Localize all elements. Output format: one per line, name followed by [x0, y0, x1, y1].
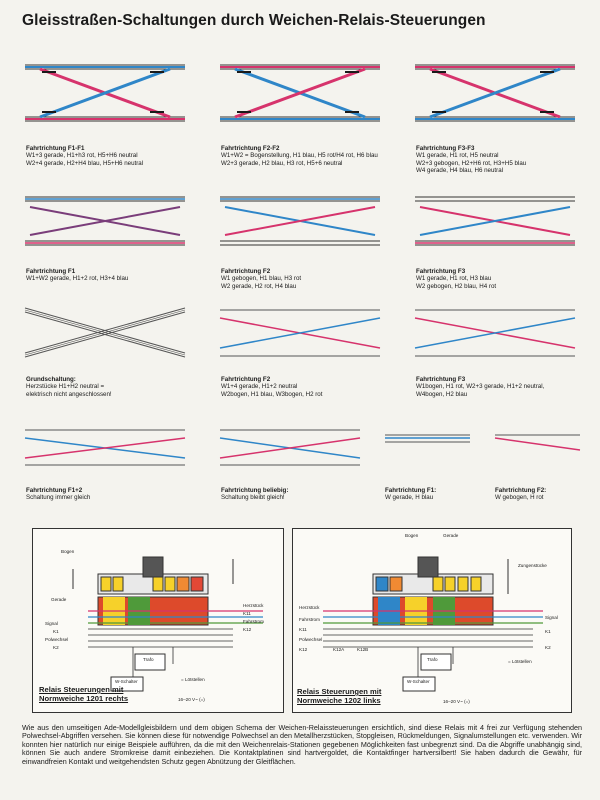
label-k1-left: K1 — [53, 629, 59, 634]
schematic-right-title: Relais Steuerungen mit Normweiche 1202 links — [297, 687, 382, 705]
body-paragraph: Wie aus den umseitigen Ade-Modellgleisbildern und dem obigen Schema der Weichen-Relaissteuerungen ersichtlich, sind diese Relais mit 4 frei zur Verfügung stehenden Polwechsel-Abgriffen versehen. Sie können diese für notwendige Polwechsel an den Metallherzstücken, Stopgleisen, Rückmeldungen, Signalumstellungen etc. verwenden. Wir konnten hier natürlich nur einige Beispiele aufführen, da die mit den Weichenrelais-Stationen gegebenen Möglichkeiten fast unbegrenzt sind. Da die Abgriffe unabhängig sind, können Sie auch andere Stromkreise damit einbeziehen. Die Kontaktplatinen sind hartvergoldet, die Kontaktfinger hartversilbert! Sie haben dadurch die Gewähr, für einwandfreien Kontakt und weitgehendsten Schutz gegen Abnützung der Gleitflächen. — [22, 723, 582, 766]
diagram-row4-4 — [490, 420, 585, 475]
schematic-left — [32, 528, 284, 713]
label-polwechsel-left: Polwechsel — [45, 637, 69, 642]
label-k12-right: K12 — [299, 647, 308, 652]
label-polwechsel-right: Polwechsel — [299, 637, 323, 642]
diagram-f2-f2 — [215, 55, 385, 140]
caption-row1-1: Fahrtrichtung F1-F1 W1+3 gerade, H1+h3 rot, H5+H6 neutral W2+4 gerade, H2+H4 blau, H5+H6 neutral — [26, 145, 144, 167]
label-wschalter-right: W-Schalter — [407, 679, 430, 684]
label-bogen-left: Bogen — [61, 549, 75, 554]
label-zungen-right: Zungenstücke — [518, 563, 547, 568]
caption-row2-2: Fahrtrichtung F2 W1 gebogen, H1 blau, H3 rot W2 gerade, H2 rot, H4 blau — [221, 268, 302, 290]
diagram-row2-f2 — [215, 185, 385, 260]
label-trafo-left: Trafo — [143, 657, 154, 662]
schematic-right — [292, 528, 572, 713]
caption-row4-2: Fahrtrichtung beliebig: Schaltung bleibt gleich! — [221, 487, 289, 502]
caption-row3-3: Fahrtrichtung F3 W1bogen, H1 rot, W2+3 gerade, H1+2 neutral, W4bogen, H2 blau — [416, 376, 545, 398]
label-loet-left: = Lötstellen — [181, 677, 205, 682]
caption-row2-1: Fahrtrichtung F1 W1+W2 gerade, H1+2 rot, H3+4 blau — [26, 268, 129, 283]
diagram-row2-f3 — [410, 185, 580, 260]
diagram-row3-f2 — [215, 298, 385, 368]
caption-row3-1: Grundschaltung: Herzstücke H1+H2 neutral = elektrisch nicht angeschlossen! — [26, 376, 112, 398]
label-k2-left: K2 — [53, 645, 59, 650]
schematic-left-title: Relais Steuerungen mit Normweiche 1201 rechts — [39, 685, 129, 703]
label-wschalter-left: W-Schalter — [115, 679, 138, 684]
caption-row1-2: Fahrtrichtung F2-F2 W1+W2 = Bogenstellung, H1 blau, H5 rot/H4 rot, H6 blau W2+3 gerade, H2 blau, H3 rot, H5+6 neutral — [221, 145, 378, 167]
caption-row4-4: Fahrtrichtung F2: W gebogen, H rot — [495, 487, 547, 502]
caption-row2-3: Fahrtrichtung F3 W1 gerade, H1 rot, H3 blau W2 gebogen, H2 blau, H4 rot — [416, 268, 497, 290]
label-k2-right: K2 — [545, 645, 551, 650]
label-k12a-right: K12A — [333, 647, 345, 652]
label-herz-right: Herzstück — [299, 605, 320, 610]
caption-row4-3: Fahrtrichtung F1: W gerade, H blau — [385, 487, 437, 502]
label-signal-right: Signal — [545, 615, 558, 620]
diagram-row3-grund — [20, 298, 190, 368]
page-title: Gleisstraßen-Schaltungen durch Weichen-Relais-Steuerungen — [22, 12, 486, 29]
label-herz-left: Herzstück — [243, 603, 264, 608]
label-gerade-right: Gerade — [443, 533, 459, 538]
label-k1-right: K1 — [545, 629, 551, 634]
label-trafo-right: Trafo — [427, 657, 438, 662]
caption-row4-1: Fahrtrichtung F1+2 Schaltung immer gleich — [26, 487, 91, 502]
label-volt-left: 16–20 V~ (=) — [178, 697, 205, 702]
diagram-row2-f1 — [20, 185, 190, 260]
diagram-row4-1 — [20, 420, 190, 475]
label-gerade-left: Gerade — [51, 597, 67, 602]
diagram-f3-f3 — [410, 55, 580, 140]
caption-row1-3: Fahrtrichtung F3-F3 W1 gerade, H1 rot, H5 neutral W2+3 gebogen, H2+H6 rot, H3+H5 blau W4 gerade, H4 blau, H6 neutral — [416, 145, 527, 175]
label-fahrstrom-left: Fahrstrom — [243, 619, 264, 624]
label-k12-left: K12 — [243, 627, 252, 632]
label-signal-left: Signal — [45, 621, 58, 626]
label-k11-left: K11 — [243, 611, 251, 616]
label-volt-right: 16–20 V~ (=) — [443, 699, 470, 704]
label-k11-right: K11 — [299, 627, 307, 632]
caption-row3-2: Fahrtrichtung F2 W1+4 gerade, H1+2 neutral W2bogen, H1 blau, W3bogen, H2 rot — [221, 376, 323, 398]
label-loet-right: = Lötstellen — [508, 659, 532, 664]
diagram-row4-3 — [380, 420, 475, 475]
diagram-row4-2 — [215, 420, 365, 475]
diagram-f1-f1 — [20, 55, 190, 140]
diagram-row3-f3 — [410, 298, 580, 368]
label-bogen-right: Bogen — [405, 533, 419, 538]
label-k12b-right: K12B — [357, 647, 369, 652]
label-fahrstrom-right: Fahrstrom — [299, 617, 320, 622]
